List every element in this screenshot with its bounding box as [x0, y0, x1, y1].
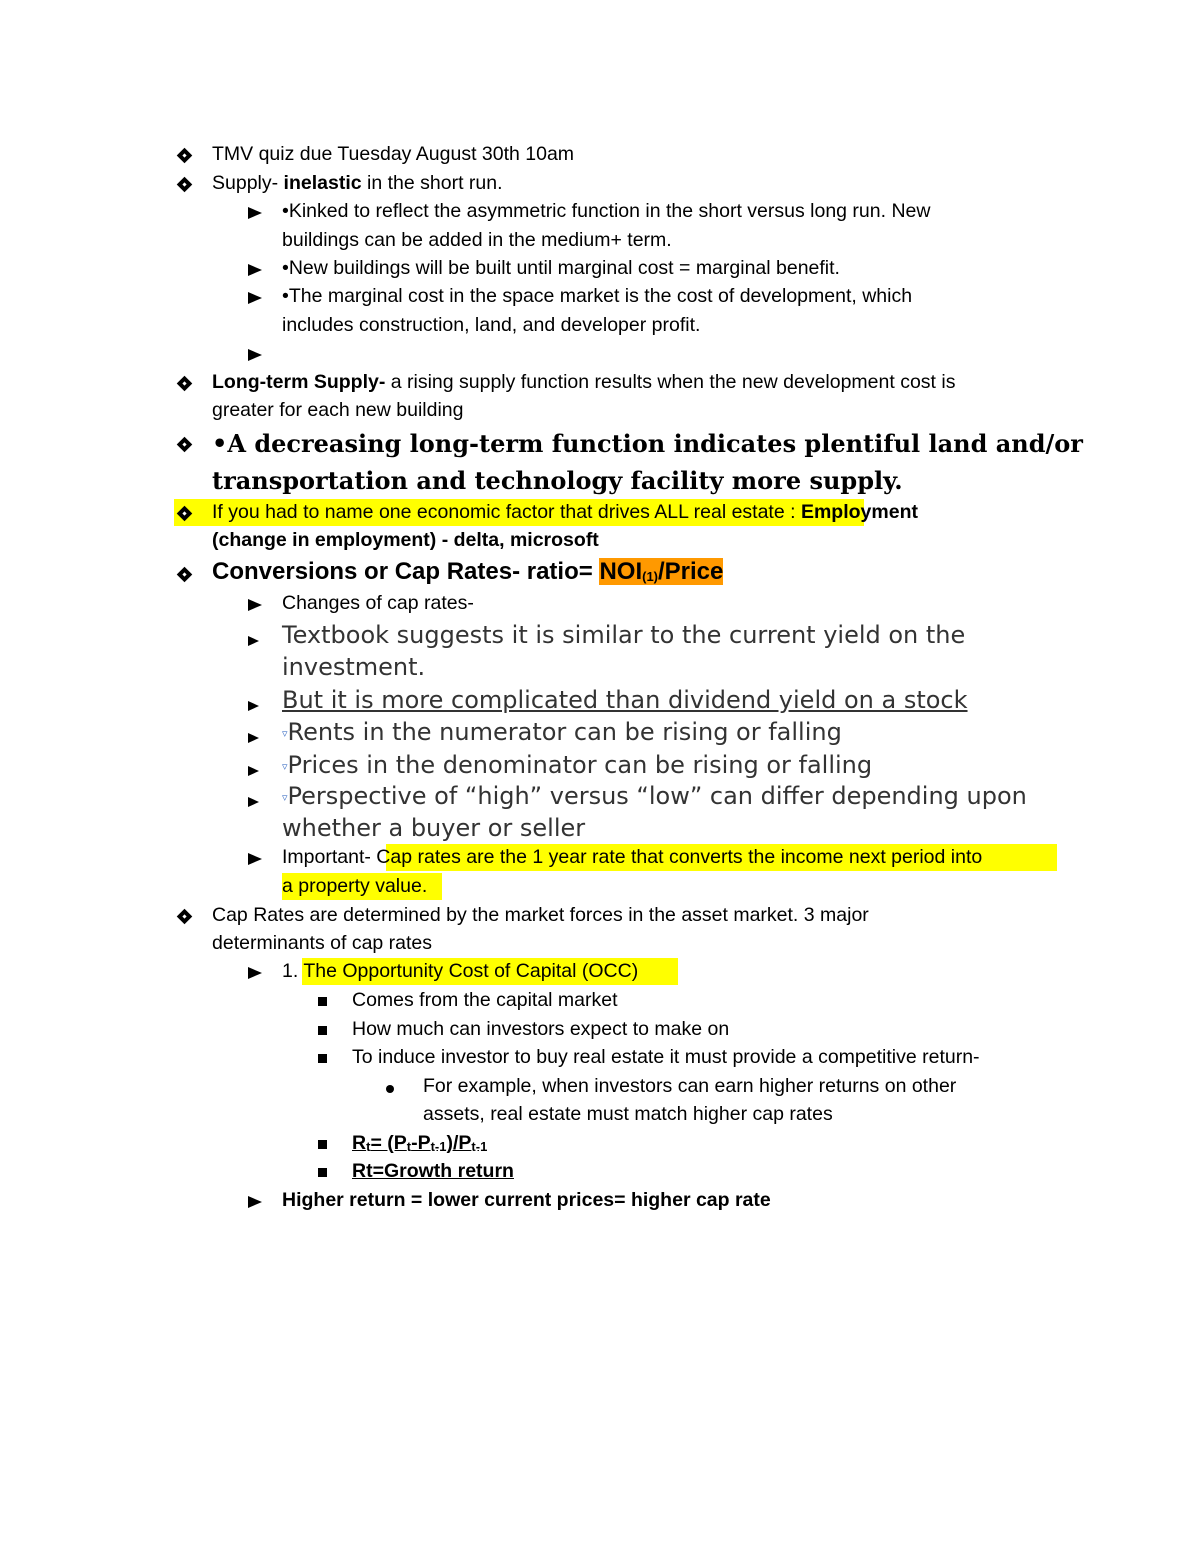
diamond-bullet-icon	[179, 147, 190, 164]
note-rents	[282, 716, 842, 750]
arrow-bullet-icon	[248, 1194, 262, 1211]
note-how-much: How much can investors expect to make on	[352, 1018, 730, 1040]
bold-run: inelastic	[283, 172, 362, 194]
text-run: = (P	[370, 1132, 407, 1154]
note-textbook-cont: investment.	[282, 653, 426, 681]
arrow-bullet-icon	[248, 262, 262, 279]
subscript: t-1	[430, 1139, 447, 1154]
text-run: Prices in the denominator can be rising or falling	[287, 751, 873, 779]
arrow-bullet-icon	[248, 347, 262, 364]
arrow-bullet-icon	[248, 632, 259, 649]
text-run: a rising supply function results when the new development cost is	[385, 371, 956, 393]
text-run: R	[352, 1132, 367, 1154]
text-run: Rents in the numerator can be rising or falling	[287, 718, 842, 746]
diamond-bullet-icon	[179, 505, 190, 522]
arrow-bullet-icon	[248, 793, 259, 810]
triangle-marker-icon: ▿	[282, 727, 288, 740]
triangle-marker-icon: ▿	[282, 760, 288, 773]
note-kinked-cont: buildings can be added in the medium+ term.	[282, 229, 672, 251]
note-textbook: Textbook suggests it is similar to the current yield on the	[282, 621, 966, 649]
text-run: Conversions or Cap Rates- ratio=	[212, 558, 600, 585]
text-run: NOI	[599, 558, 643, 585]
square-bullet-icon	[318, 1139, 327, 1151]
square-bullet-icon	[318, 1025, 327, 1037]
square-bullet-icon	[318, 1053, 327, 1065]
note-new-buildings: •New buildings will be built until marginal cost = marginal benefit.	[282, 257, 840, 279]
note-determinants-cont: determinants of cap rates	[212, 932, 433, 954]
note-economic-factor-cont: (change in employment) - delta, microsoft	[212, 529, 599, 551]
note-marginal-cost-cont: includes construction, land, and developer profit.	[282, 314, 701, 336]
note-decreasing-function-cont: transportation and technology facility more supply.	[212, 466, 903, 495]
note-prices	[282, 749, 872, 783]
text-run: 1.	[282, 960, 304, 982]
note-important	[282, 843, 982, 872]
note-induce-investor: To induce investor to buy real estate it must provide a competitive return-	[352, 1046, 980, 1068]
text-run: Perspective of “high” versus “low” can differ depending upon	[287, 782, 1027, 810]
dot-bullet-icon	[386, 1082, 394, 1095]
subscript: t-1	[471, 1139, 488, 1154]
note-supply	[212, 169, 503, 198]
text-run: Supply-	[212, 172, 284, 194]
note-important-cont: a property value.	[282, 875, 428, 897]
arrow-bullet-icon	[248, 290, 262, 307]
arrow-bullet-icon	[248, 205, 262, 222]
arrow-bullet-icon	[248, 729, 259, 746]
formula-growth-return: Rt=Growth return	[352, 1160, 514, 1182]
text-run: in the short run.	[361, 172, 503, 194]
subscript: t	[366, 1139, 371, 1154]
subscript: t	[406, 1139, 412, 1154]
diamond-bullet-icon	[179, 375, 190, 392]
diamond-bullet-icon	[179, 176, 190, 193]
text-run: /Price	[658, 558, 724, 585]
note-occ	[282, 957, 638, 986]
note-economic-factor	[212, 498, 918, 527]
triangle-marker-icon: ▿	[282, 791, 288, 804]
note-changes-cap-rates: Changes of cap rates-	[282, 592, 474, 614]
text-run: Important-	[282, 846, 377, 868]
note-more-complicated: But it is more complicated than dividend yield on a stock	[282, 686, 968, 714]
square-bullet-icon	[318, 1167, 327, 1179]
bold-run: Long-term Supply-	[212, 371, 386, 393]
arrow-bullet-icon	[248, 597, 262, 614]
bold-run: Employment	[800, 501, 918, 523]
text-run: -P	[411, 1132, 431, 1154]
diamond-bullet-icon	[179, 908, 190, 925]
note-perspective	[282, 780, 1027, 814]
note-quiz-due: TMV quiz due Tuesday August 30th 10am	[212, 143, 575, 165]
note-perspective-cont: whether a buyer or seller	[282, 814, 586, 842]
note-higher-return: Higher return = lower current prices= higher cap rate	[282, 1189, 771, 1211]
note-determinants: Cap Rates are determined by the market forces in the asset market. 3 major	[212, 904, 869, 926]
note-long-term-supply-cont: greater for each new building	[212, 399, 464, 421]
note-capital-market: Comes from the capital market	[352, 989, 618, 1011]
arrow-bullet-icon	[248, 851, 262, 868]
note-long-term-supply	[212, 368, 955, 397]
highlighted-run: Cap rates are the 1 year rate that converts the income next period into	[376, 846, 983, 868]
arrow-bullet-icon	[248, 762, 259, 779]
note-for-example: For example, when investors can earn higher returns on other	[423, 1075, 957, 1097]
diamond-bullet-icon	[179, 566, 190, 583]
note-decreasing-function: •A decreasing long-term function indicates plentiful land and/or	[212, 429, 1083, 458]
highlighted-run: The Opportunity Cost of Capital (OCC)	[303, 960, 639, 982]
subscript: (1)	[642, 569, 658, 584]
note-marginal-cost: •The marginal cost in the space market is the cost of development, which	[282, 285, 913, 307]
diamond-bullet-icon	[179, 436, 190, 453]
text-run: )/P	[446, 1132, 472, 1154]
square-bullet-icon	[318, 996, 327, 1008]
heading-cap-rates	[212, 556, 723, 593]
note-kinked: •Kinked to reflect the asymmetric function in the short versus long run. New	[282, 200, 931, 222]
highlighted-run: If you had to name one economic factor that drives ALL real estate :	[212, 501, 801, 523]
arrow-bullet-icon	[248, 697, 259, 714]
note-for-example-cont: assets, real estate must match higher cap rates	[423, 1103, 833, 1125]
highlighted-run	[599, 558, 723, 585]
arrow-bullet-icon	[248, 965, 262, 982]
